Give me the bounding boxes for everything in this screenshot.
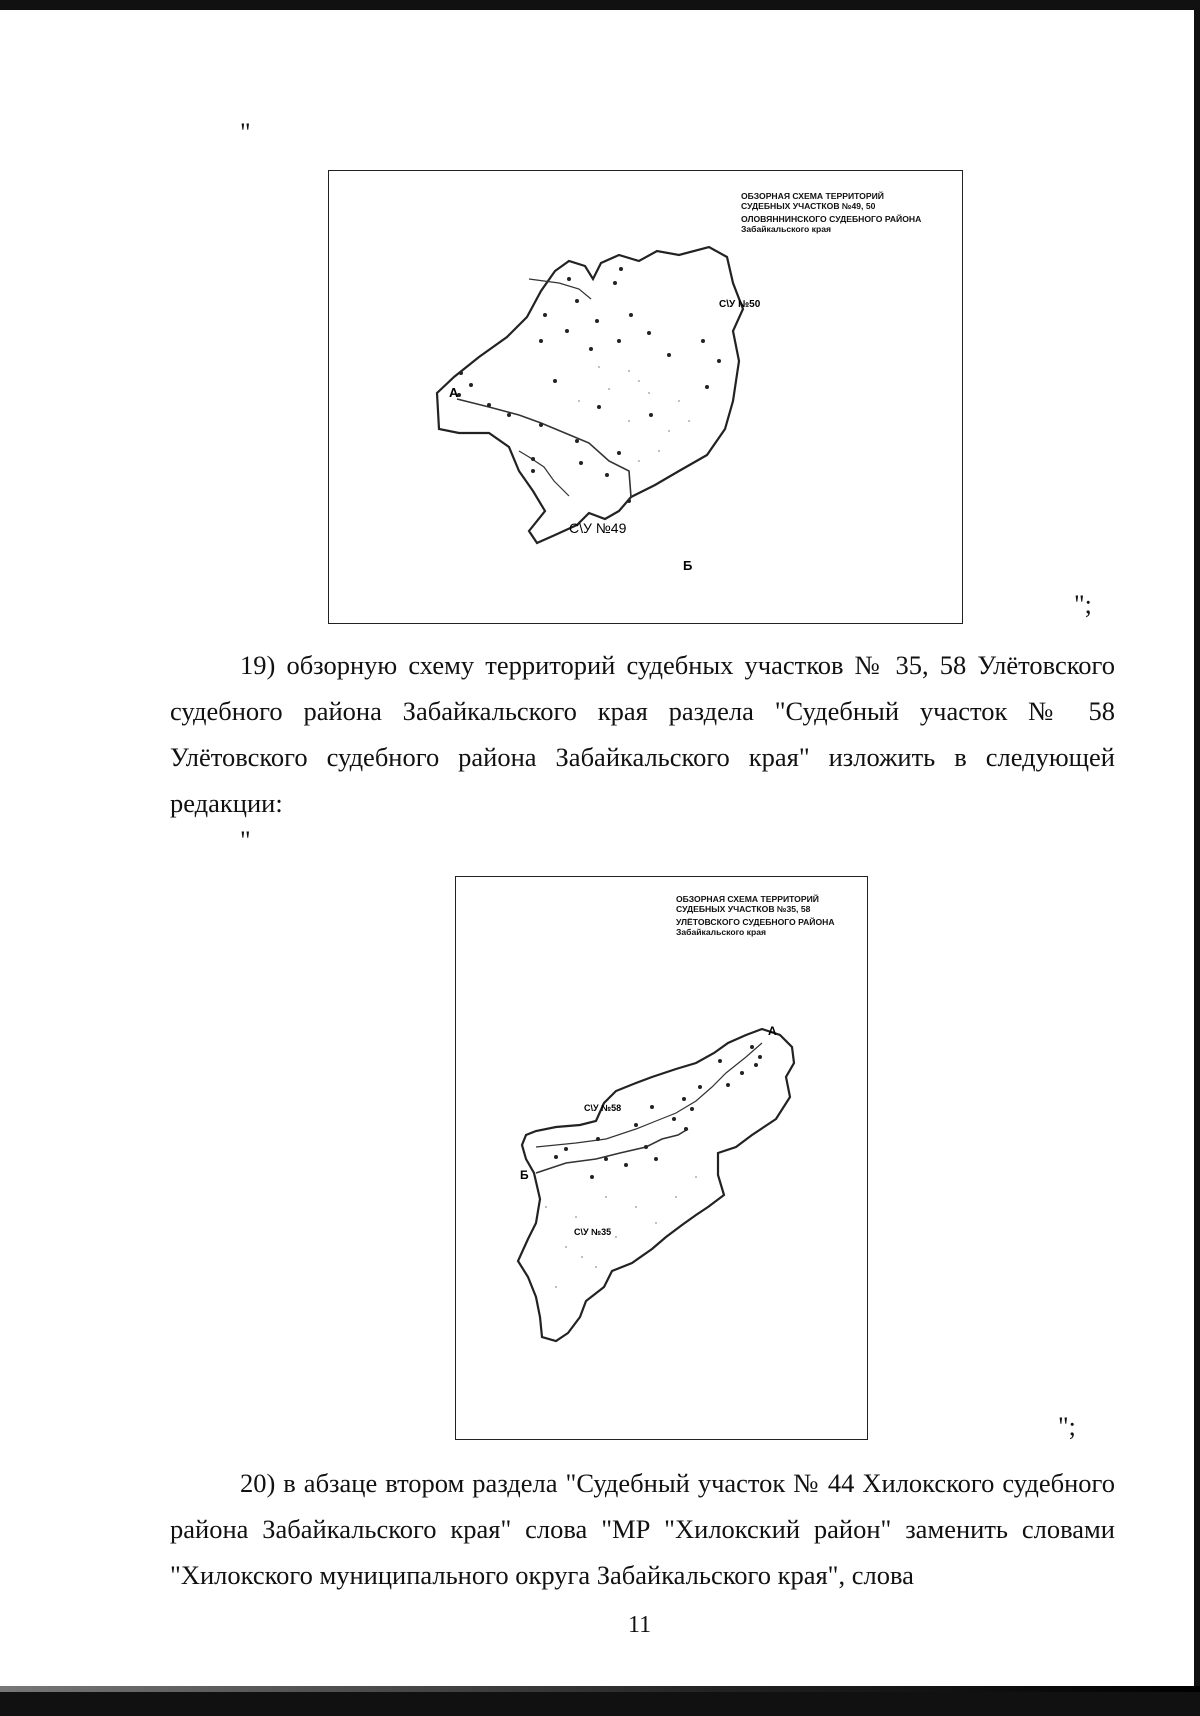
paragraph-20: 20) в абзаце втором раздела "Судебный участок № 44 Хилокского судебного района Забайкальского края" слова "МР "Хилокский район" заменить словами "Хилокского муниципального округа Забайкальского края", слова [170, 1468, 1115, 1590]
map2-label-su35: С\У №35 [574, 1227, 612, 1237]
map-olovyanninsky [328, 170, 963, 624]
map2-point-a: А [768, 1024, 777, 1038]
map1-district-outline [437, 247, 743, 543]
map2-title-line1: ОБЗОРНАЯ СХЕМА ТЕРРИТОРИЙ [676, 894, 819, 904]
map1-point-a: А [449, 385, 459, 400]
map2-district-outline [518, 1029, 794, 1341]
map1-drawing [329, 171, 962, 623]
map-uletovsky [455, 876, 868, 1440]
map1-label-su49: С\У №49 [569, 520, 627, 536]
scan-top-border [0, 0, 1200, 10]
map2-inner-boundary [536, 1129, 688, 1173]
map1-title-line2: СУДЕБНЫХ УЧАСТКОВ №49, 50 [741, 201, 876, 211]
scan-right-border [1194, 0, 1200, 1716]
map2-drawing [456, 877, 867, 1439]
map1-label-su50: С\У №50 [719, 299, 761, 310]
map2-title-line3: УЛЁТОВСКОГО СУДЕБНОГО РАЙОНА [676, 917, 835, 927]
paragraph-19: 19) обзорную схему территорий судебных участков № 35, 58 Улётовского судебного района Забайкальского края раздела "Судебный участок № 58 Улётовского судебного района Забайкальского края" изложить в следующей редакции: [170, 650, 1115, 818]
map1-title-line1: ОБЗОРНАЯ СХЕМА ТЕРРИТОРИЙ [741, 191, 884, 201]
map2-title-line4: Забайкальского края [676, 927, 767, 937]
map1-title-line4: Забайкальского края [741, 224, 832, 234]
map1-settlement-dots [457, 267, 721, 503]
page-number: 11 [628, 1612, 652, 1638]
scan-bottom-border [0, 1692, 1200, 1716]
map1-point-b: Б [683, 558, 693, 573]
map1-title-line3: ОЛОВЯННИНСКОГО СУДЕБНОГО РАЙОНА [741, 214, 922, 224]
map1-inner-boundary [457, 399, 631, 497]
closing-quote-1: "; [1074, 590, 1092, 619]
opening-quote-2: " [240, 826, 251, 855]
map2-boundary-2 [536, 1043, 762, 1147]
closing-quote-2: "; [1058, 1412, 1076, 1441]
map2-title-line2: СУДЕБНЫХ УЧАСТКОВ №35, 58 [676, 904, 811, 914]
map2-point-b: Б [520, 1168, 529, 1182]
map2-label-su58: С\У №58 [584, 1103, 622, 1113]
opening-quote-1: " [240, 118, 251, 147]
